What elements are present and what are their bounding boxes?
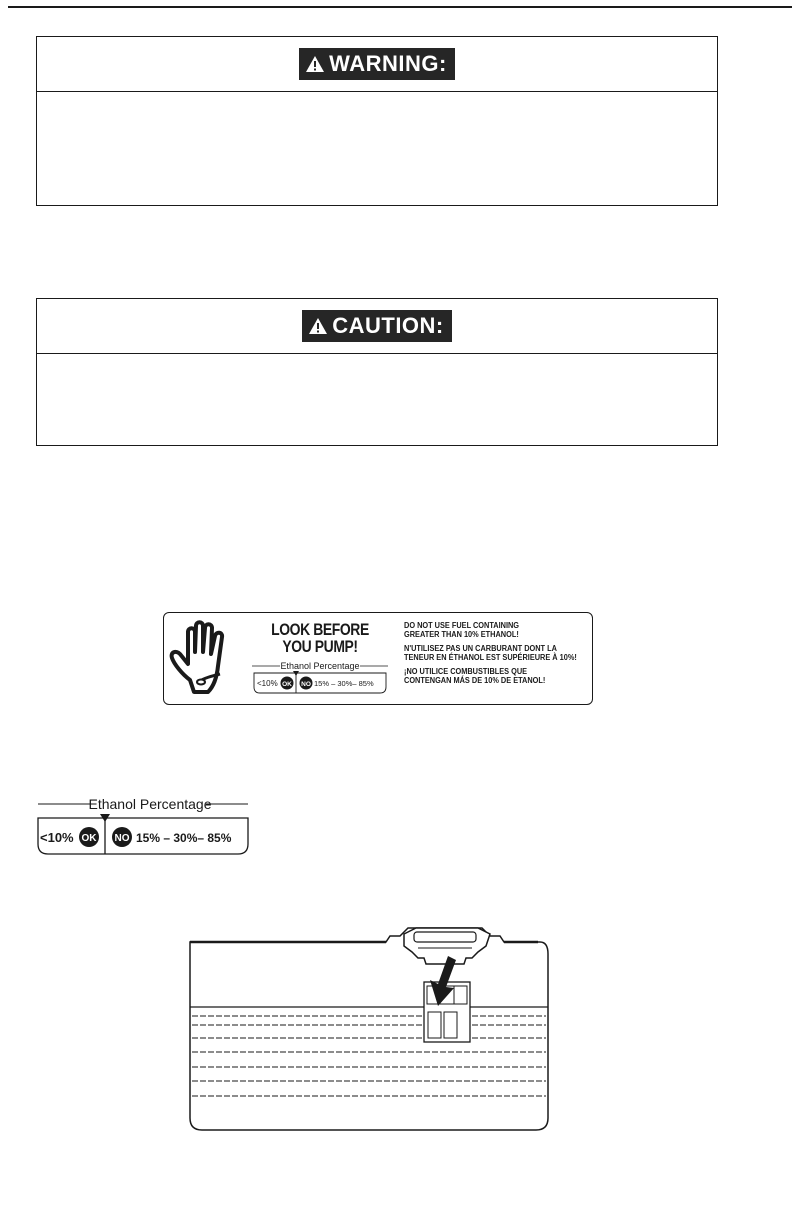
warning-header (37, 37, 717, 92)
scale-heading: Ethanol Percentage (88, 796, 212, 812)
scale-ok-value: <10% (40, 830, 74, 845)
label-title-line1: LOOK BEFORE (271, 620, 369, 639)
warning-triangle-icon (305, 55, 325, 73)
label-warning-es (404, 667, 575, 686)
label-warning-en-line1: DO NOT USE FUEL CONTAINING (404, 621, 520, 630)
label-scale-heading: Ethanol Percentage (280, 661, 360, 671)
caution-triangle-icon (308, 317, 328, 335)
warning-box (36, 36, 718, 206)
label-warning-en (404, 621, 575, 640)
label-no-badge: NO (301, 681, 311, 688)
label-title (264, 621, 376, 655)
label-ok-value: <10% (257, 679, 278, 688)
label-title-line2: YOU PUMP! (282, 637, 358, 656)
label-ethanol-scale (250, 659, 390, 699)
fuel-warning-label (163, 612, 593, 705)
label-warning-fr (404, 644, 575, 663)
caution-badge (302, 310, 452, 342)
tank-outline (190, 928, 548, 1130)
ethanol-percentage-scale (36, 794, 250, 856)
label-warning-fr-line2: TENEUR EN ÉTHANOL EST SUPÉRIEURE À 10%! (404, 653, 577, 663)
scale-no-values: 15% – 30%– 85% (136, 831, 232, 845)
fuel-tank-diagram (186, 924, 550, 1134)
label-warning-es-line1: ¡NO UTILICE COMBUSTIBLES QUE (404, 666, 528, 676)
label-warning-text (404, 621, 590, 689)
label-no-values: 15% – 30%– 85% (314, 679, 374, 688)
page-top-rule (8, 6, 792, 8)
caution-label: CAUTION: (332, 313, 444, 338)
caution-box (36, 298, 718, 446)
warning-badge (299, 48, 455, 80)
scale-ok-badge: OK (81, 833, 97, 844)
label-warning-en-line2: GREATER THAN 10% ETHANOL! (404, 630, 519, 640)
label-warning-fr-line1: N'UTILISEZ PAS UN CARBURANT DONT LA (404, 643, 557, 653)
caution-header (37, 299, 717, 354)
hand-stop-icon (168, 618, 244, 702)
label-ok-badge: OK (282, 681, 292, 688)
label-warning-es-line2: CONTENGAN MÁS DE 10% DE ETANOL! (404, 676, 546, 686)
warning-label: WARNING: (329, 51, 447, 76)
scale-no-badge: NO (114, 833, 130, 844)
